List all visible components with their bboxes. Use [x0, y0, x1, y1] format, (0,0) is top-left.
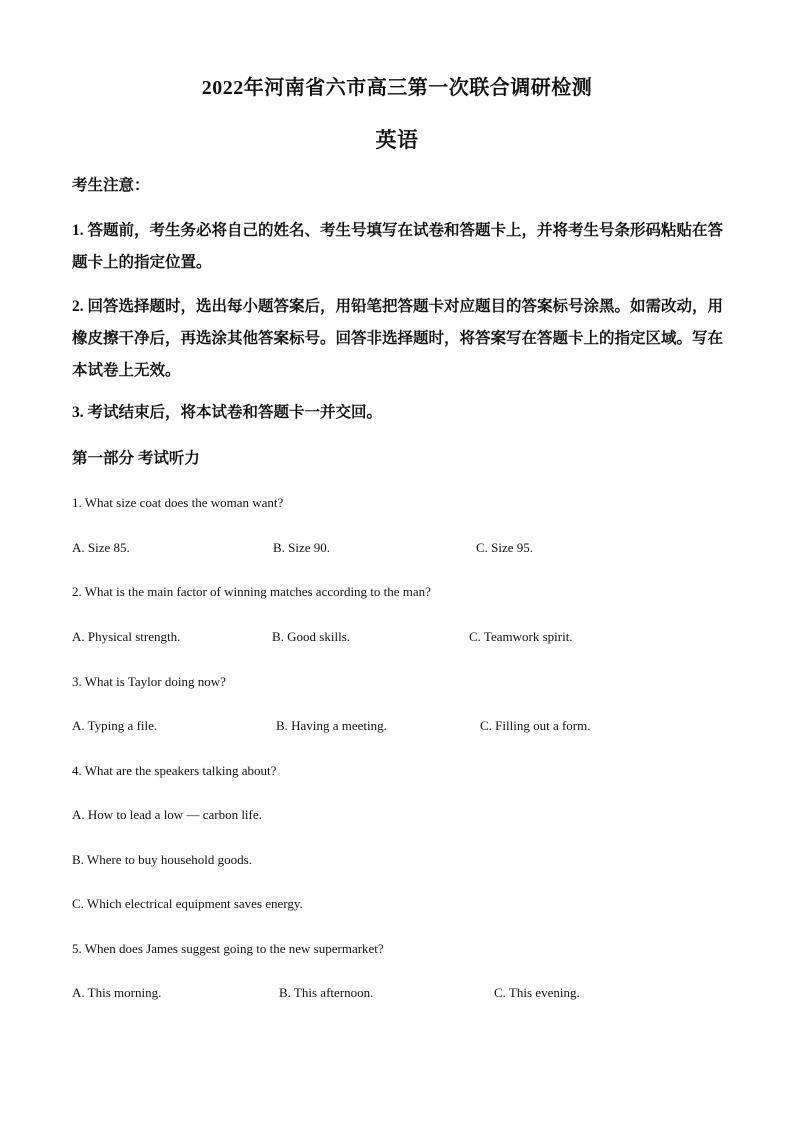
notice-heading: 考生注意： — [72, 177, 150, 194]
exam-title: 2022年河南省六市高三第一次联合调研检测 — [201, 77, 593, 99]
subject-title: 英语 — [375, 128, 419, 152]
question-5-option-c: C. This evening. — [494, 985, 580, 1000]
notice-item-2: 2. 回答选择题时，选出每小题答案后，用铅笔把答题卡对应题目的答案标号涂黑。如需改动，用橡皮擦干净后，再选涂其他答案标号。回答非选择题时，将答案写在答题卡上的指定区域。写在本试卷上无效。 — [72, 298, 724, 379]
question-5-option-b: B. This afternoon. — [279, 985, 374, 1000]
notice-item-3: 3. 考试结束后，将本试卷和答题卡一并交回。 — [72, 404, 383, 421]
question-3: 3. What is Taylor doing now? — [72, 674, 226, 689]
question-2-option-b: B. Good skills. — [272, 629, 351, 644]
question-3-option-b: B. Having a meeting. — [276, 718, 387, 733]
question-4: 4. What are the speakers talking about? — [72, 763, 277, 778]
section-title: 第一部分 考试听力 — [72, 450, 200, 467]
question-1-option-b: B. Size 90. — [273, 540, 331, 555]
question-5-option-a: A. This morning. — [72, 985, 162, 1000]
question-2-option-a: A. Physical strength. — [72, 629, 181, 644]
question-5: 5. When does James suggest going to the new supermarket? — [72, 941, 384, 956]
question-3-option-c: C. Filling out a form. — [480, 718, 591, 733]
question-2-option-c: C. Teamwork spirit. — [469, 629, 573, 644]
question-3-option-a: A. Typing a file. — [72, 718, 158, 733]
question-4-option-c: C. Which electrical equipment saves energy. — [72, 896, 303, 911]
notice-item-1: 1. 答题前，考生务必将自己的姓名、考生号填写在试卷和答题卡上，并将考生号条形码粘贴在答题卡上的指定位置。 — [72, 222, 724, 271]
question-1-option-c: C. Size 95. — [476, 540, 534, 555]
question-2: 2. What is the main factor of winning matches according to the man? — [72, 584, 431, 599]
question-1: 1. What size coat does the woman want? — [72, 495, 284, 510]
question-4-option-a: A. How to lead a low — carbon life. — [72, 807, 262, 822]
question-4-option-b: B. Where to buy household goods. — [72, 852, 252, 867]
question-1-option-a: A. Size 85. — [72, 540, 130, 555]
